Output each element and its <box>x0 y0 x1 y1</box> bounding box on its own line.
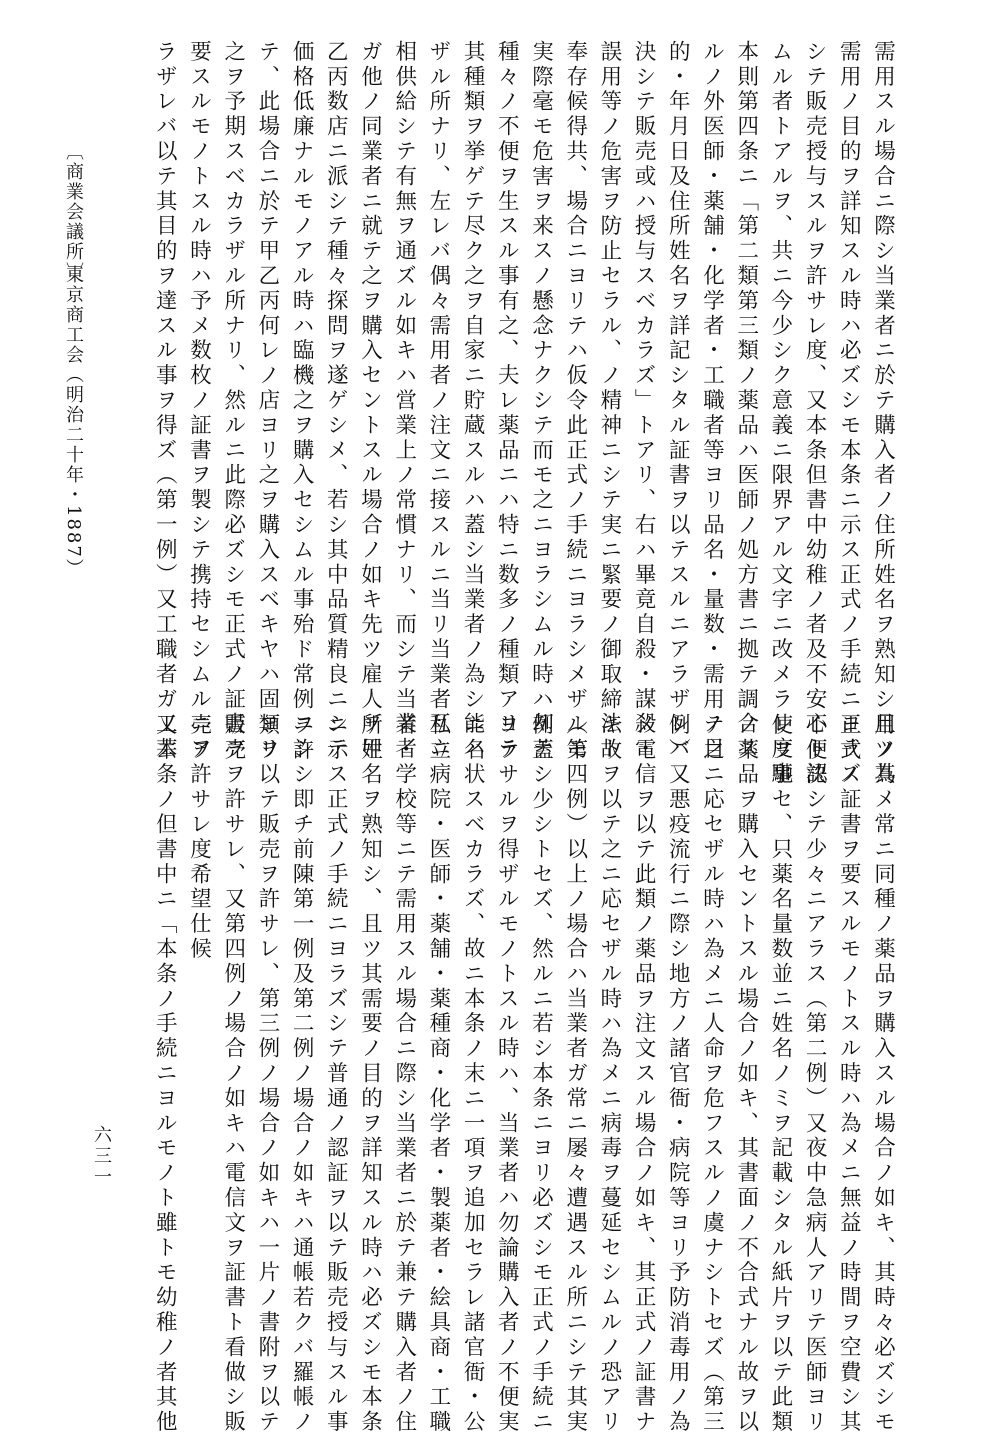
text-column: キ故ヲ以テ之ニ応セザル時ハ為メニ病毒ヲ蔓延セシムルノ恐アリ <box>596 713 622 1435</box>
text-column: 類ヲ以テ販売ヲ許サレ、第三例ノ場合ノ如キハ一片ノ書附ヲ以テ <box>254 713 280 1435</box>
text-column: 其種類ヲ挙ゲテ尽ク之ヲ自家ニ貯蔵スルハ蓋シ当業者ノ為シ能ハ <box>460 40 486 763</box>
text-column: 使ヲ馳セ、只薬名量数並ニ姓名ノミヲ記載シタル紙片ヲ以テ此類 <box>767 713 793 1435</box>
text-column: テ之ニ応セザル時ハ為メニ人命ヲ危フスルノ虞ナシトセズ（第三 <box>699 713 725 1435</box>
text-column: 奉存候得共、場合ニヨリテハ仮令此正式ノ手続ニヨラシメザルモ <box>562 40 588 763</box>
text-column: ノ薬品ヲ購入セントスル場合ノ如キ、其書面ノ不合式ナル故ヲ以 <box>733 713 759 1435</box>
text-column: 正式ノ証書ヲ要スルモノトスル時ハ為メニ無益ノ時間ヲ空費シ其 <box>836 713 862 1435</box>
text-column: ヲ許シ即チ前陳第一例及第二例ノ場合ノ如キハ通帳若クバ羅帳ノ <box>289 713 315 1435</box>
text-column: 誤用等ノ危害ヲ防止セラル、ノ精神ニシテ実ニ緊要ノ御取締法ト <box>596 40 622 763</box>
text-column: シテ販売授与スルヲ許サレ度、又本条但書中幼稚ノ者及不安心ト認 <box>802 40 828 787</box>
text-column: ザル所ナリ、左レバ偶々需用者ノ注文ニ接スルニ当リ当業者互ニ <box>425 40 451 763</box>
text-column: 又本条ノ但書中ニ「本条ノ手続ニヨルモノト雖トモ幼稚ノ者其他 <box>152 713 178 1435</box>
text-column: 販売ヲ許サレ、又第四例ノ場合ノ如キハ電信文ヲ証書ト看做シ販 <box>220 713 246 1435</box>
text-column: 需用ノ目的ヲ詳知スル時ハ必ズシモ本条ニ示ス正式ノ手続ニヨラズ <box>836 40 862 787</box>
text-column: 之ヲ予期スベカラザル所ナリ、然ルニ此際必ズシモ正式ノ証書ヲ <box>220 40 246 763</box>
footer-source: 〔商業会議所〕 <box>63 142 84 282</box>
text-column: 者・学校等ニテ需用スル場合ニ際シ当業者ニ於テ兼テ購入者ノ住 <box>391 713 417 1435</box>
text-column: 価格低廉ナルモノアル時ハ臨機之ヲ購入セシムル事殆ド常例ニシ <box>289 40 315 763</box>
text-column: 例蓋シ少シトセズ、然ルニ若シ本条ニヨリ必ズシモ正式ノ手続ニ <box>528 713 554 1435</box>
text-column: 所姓名ヲ熟知シ、且ツ其需要ノ目的ヲ詳知スル時ハ必ズシモ本条 <box>357 713 383 1435</box>
text-column: 決シテ販売或ハ授与スベカラズ」トアリ、右ハ畢竟自殺・謀殺・ <box>631 40 657 763</box>
text-column: 売ヲ許サレ度希望仕候 <box>186 713 212 962</box>
text-column: メ電信ヲ以テ此類ノ薬品ヲ注文スル場合ノ如キ、其正式ノ証書ナ <box>631 713 657 1435</box>
text-column: 的・年月日及住所姓名ヲ詳記シタル証書ヲ以テスルニアラザレバ <box>665 40 691 763</box>
text-column: ムル者トアルヲ、共ニ今少シク意義ニ限界アル文字ニ改メラレ度事 <box>767 40 793 787</box>
text-column: 乙丙数店ニ派シテ種々探問ヲ遂ゲシメ、若シ其中品質精良ニシテ <box>323 40 349 763</box>
text-column: 実際毫モ危害ヲ来スノ懸念ナクシテ而モ之ニヨラシムル時ハ却テ <box>528 40 554 763</box>
text-column: 需用スル場合ニ際シ当業者ニ於テ購入者ノ住所姓名ヲ熟知シ且ツ其 <box>870 40 896 787</box>
text-column: ラザレバ以テ其目的ヲ達スル事ヲ得ズ（第一例）又工職者ガ工芸 <box>152 40 178 763</box>
text-column: 用ノ為メ常ニ同種ノ薬品ヲ購入スル場合ノ如キ、其時々必ズシモ <box>870 713 896 1435</box>
text-column: 本則第四条ニ「第二類第三類ノ薬品ハ医師ノ処方書ニ拠テ調合ス <box>733 40 759 763</box>
text-column: 私立病院・医師・薬舗・薬種商・化学者・製薬者・絵具商・工職 <box>425 713 451 1435</box>
text-column: 要スルモノトスル時ハ予メ数枚ノ証書ヲ製シテ携持セシムルニア <box>186 40 212 763</box>
text-column: 不便決シテ少々ニアラス（第二例）又夜中急病人アリテ医師ヨリ <box>802 713 828 1435</box>
text-column: ガ他ノ同業者ニ就テ之ヲ購入セントスル場合ノ如キ先ツ雇人ヲ甲 <box>357 40 383 763</box>
text-column: テ、此場合ニ於テ甲乙丙何レノ店ヨリ之ヲ購入スベキヤハ固ヨリ <box>254 40 280 763</box>
text-column: ニ名状スベカラズ、故ニ本条ノ末ニ一項ヲ追加セラレ諸官衙・公 <box>460 713 486 1435</box>
text-column: 相供給シテ有無ヲ通ズル如キハ営業上ノ常慣ナリ、而シテ当業者 <box>391 40 417 763</box>
text-column: ヨラサルヲ得ザルモノトスル時ハ、当業者ハ勿論購入者ノ不便実 <box>494 713 520 1435</box>
text-column: 例）又悪疫流行ニ際シ地方ノ諸官衙・病院等ヨリ予防消毒用ノ為 <box>665 713 691 1435</box>
text-column: （第四例）以上ノ場合ハ当業者ガ常ニ屡々遭遇スル所ニシテ其実 <box>562 713 588 1435</box>
text-column: ルノ外医師・薬舗・化学者・工職者等ヨリ品名・量数・需用ノ目 <box>699 40 725 763</box>
page-number: 六三一 <box>91 1125 112 1188</box>
footer-book: 東京商工会（明治二十年・1887） <box>63 265 84 579</box>
text-column: ニ示ス正式ノ手続ニヨラズシテ普通ノ認証ヲ以テ販売授与スル事 <box>323 713 349 1435</box>
text-column: 種々ノ不便ヲ生スル事有之、夫レ薬品ニハ特ニ数多ノ種類アリテ <box>494 40 520 763</box>
